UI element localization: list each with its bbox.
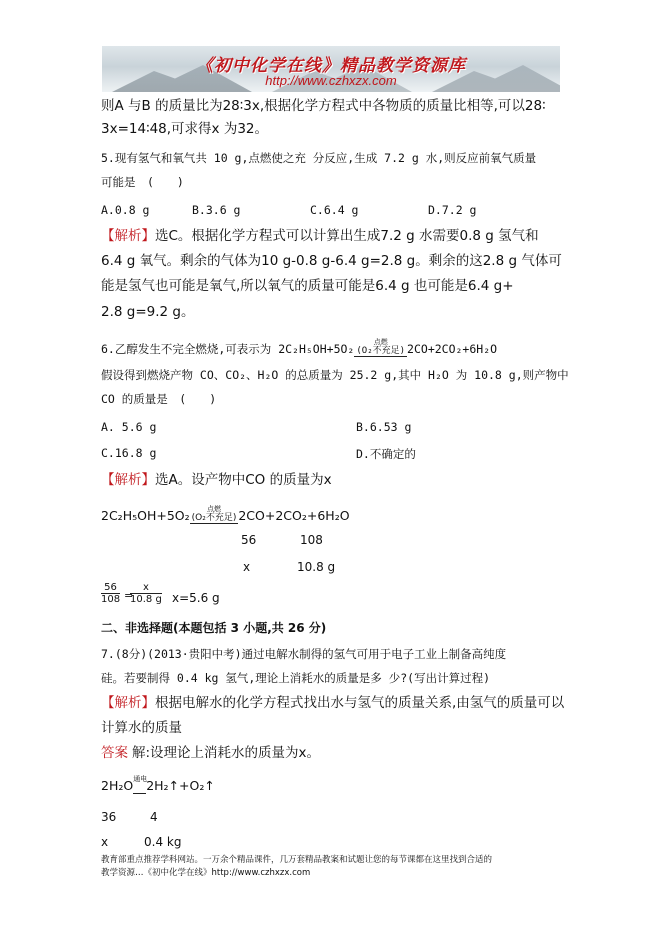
solution-5-line2: 6.4 g 氧气。剩余的气体为10 g-0.8 g-6.4 g=2.8 g。剩余的这2.8 g 气体可 bbox=[101, 253, 562, 269]
question-7: 7.(8分)(2013·贵阳中考)通过电解水制得的氢气可用于电子工业上制备高纯度 bbox=[101, 647, 507, 661]
answer-tag: 答案 bbox=[101, 745, 128, 761]
option-d: D.7.2 g bbox=[428, 203, 477, 217]
question-6-cont: 假设得到燃烧产物 CO、CO₂、H₂O 的总质量为 25.2 g,其中 H₂O 为 10.8 g,则产物中 bbox=[101, 368, 569, 382]
solution-6-equation bbox=[101, 505, 350, 524]
solution-5-line4: 2.8 g=9.2 g。 bbox=[101, 304, 195, 320]
unknown-x: x bbox=[101, 835, 109, 849]
footer-line2: 教学资源…《初中化学在线》http://www.czhxzx.com bbox=[101, 868, 311, 878]
value-water: 10.8 g bbox=[297, 560, 336, 574]
banner-url[interactable]: http://www.czhxzx.com bbox=[265, 73, 397, 88]
equation-right: 2H₂↑+O₂↑ bbox=[146, 778, 215, 793]
numerator: x bbox=[130, 582, 162, 594]
equation-left: 2C₂H₅OH+5O₂ bbox=[101, 508, 190, 523]
condition-bottom: (O₂不充足) bbox=[191, 513, 237, 523]
solution-5-line1 bbox=[101, 228, 539, 244]
value-hydrogen: 0.4 kg bbox=[144, 835, 182, 849]
solution-7-line2: 计算水的质量 bbox=[101, 720, 182, 736]
footer-line1: 教育部重点推荐学科网站。一万余个精品课件，几万套精品教案和试题让您的每节课都在这里找到合适的 bbox=[101, 855, 493, 865]
section-2-heading: 二、非选择题(本题包括 3 小题,共 26 分) bbox=[101, 621, 327, 635]
answer-line bbox=[101, 745, 320, 761]
analysis-tag: 【解析】 bbox=[101, 695, 155, 711]
question-7-cont: 硅。若要制得 0.4 kg 氢气,理论上消耗水的质量是多 少?(写出计算过程) bbox=[101, 671, 491, 685]
condition-bottom: (O₂不充足) bbox=[356, 346, 406, 356]
page-footer bbox=[101, 854, 571, 880]
banner-title: 《初中化学在线》精品教学资源库 bbox=[196, 56, 466, 76]
condition-top: 点燃 bbox=[206, 505, 221, 513]
denominator: 108 bbox=[101, 594, 121, 605]
analysis-tag: 【解析】 bbox=[101, 228, 155, 244]
option-a: A. 5.6 g bbox=[101, 420, 157, 434]
molar-mass-h2o: 108 bbox=[300, 533, 323, 547]
option-d: D.不确定的 bbox=[356, 447, 416, 461]
molar-mass-hydrogen: 4 bbox=[150, 810, 158, 824]
text-line: 则A 与B 的质量比为28∶3x,根据化学方程式中各物质的质量比相等,可以28∶ bbox=[101, 98, 546, 114]
question-5-cont: 可能是 ( ) bbox=[101, 175, 184, 189]
denominator: 10.8 g bbox=[130, 594, 162, 605]
fraction-2 bbox=[130, 582, 162, 605]
equals-sign: = bbox=[124, 589, 134, 602]
condition-top: 点燃 bbox=[373, 338, 388, 346]
solution-text: 选A。设产物中CO 的质量为x bbox=[155, 472, 332, 488]
solution-7-line1 bbox=[101, 695, 564, 711]
answer-text: 解:设理论上消耗水的质量为x。 bbox=[132, 745, 321, 761]
condition-top: 通电 bbox=[133, 775, 148, 783]
unknown-x: x bbox=[243, 560, 251, 574]
header-banner bbox=[102, 46, 560, 92]
equation-left: 6.乙醇发生不完全燃烧,可表示为 2C₂H₅OH+5O₂ bbox=[101, 342, 355, 356]
text-line: 3x=14∶48,可求得x 为32。 bbox=[101, 121, 269, 137]
molar-mass-water: 36 bbox=[101, 810, 117, 824]
numerator: 56 bbox=[101, 582, 120, 594]
option-c: C.6.4 g bbox=[310, 203, 359, 217]
question-6 bbox=[101, 338, 498, 357]
equation-left: 2H₂O bbox=[101, 778, 134, 793]
result-x: x=5.6 g bbox=[172, 591, 220, 605]
solution-6-line1 bbox=[101, 472, 332, 488]
option-b: B.3.6 g bbox=[192, 203, 241, 217]
solution-5-line3: 能是氢气也可能是氧气,所以氧气的质量可能是6.4 g 也可能是6.4 g+ bbox=[101, 278, 514, 294]
reaction-arrow bbox=[354, 338, 407, 357]
reaction-arrow bbox=[190, 505, 239, 524]
analysis-tag: 【解析】 bbox=[101, 472, 155, 488]
option-a: A.0.8 g bbox=[101, 203, 150, 217]
question-5: 5.现有氢气和氧气共 10 g,点燃使之充 分反应,生成 7.2 g 水,则反应前氧气质量 bbox=[101, 151, 537, 165]
solution-text: 根据电解水的化学方程式找出水与氢气的质量关系,由氢气的质量可以 bbox=[155, 695, 565, 711]
equation-right: 2CO+2CO₂+6H₂O bbox=[407, 342, 498, 356]
solution-text: 选C。根据化学方程式可以计算出生成7.2 g 水需要0.8 g 氢气和 bbox=[155, 228, 539, 244]
reaction-arrow bbox=[133, 775, 148, 794]
molar-mass-co: 56 bbox=[241, 533, 257, 547]
option-c: C.16.8 g bbox=[101, 446, 157, 460]
question-6-cont2: CO 的质量是 ( ) bbox=[101, 392, 217, 406]
equation-right: 2CO+2CO₂+6H₂O bbox=[238, 508, 350, 523]
option-b: B.6.53 g bbox=[356, 420, 412, 434]
solution-7-equation bbox=[101, 775, 215, 794]
fraction-1 bbox=[101, 582, 120, 605]
